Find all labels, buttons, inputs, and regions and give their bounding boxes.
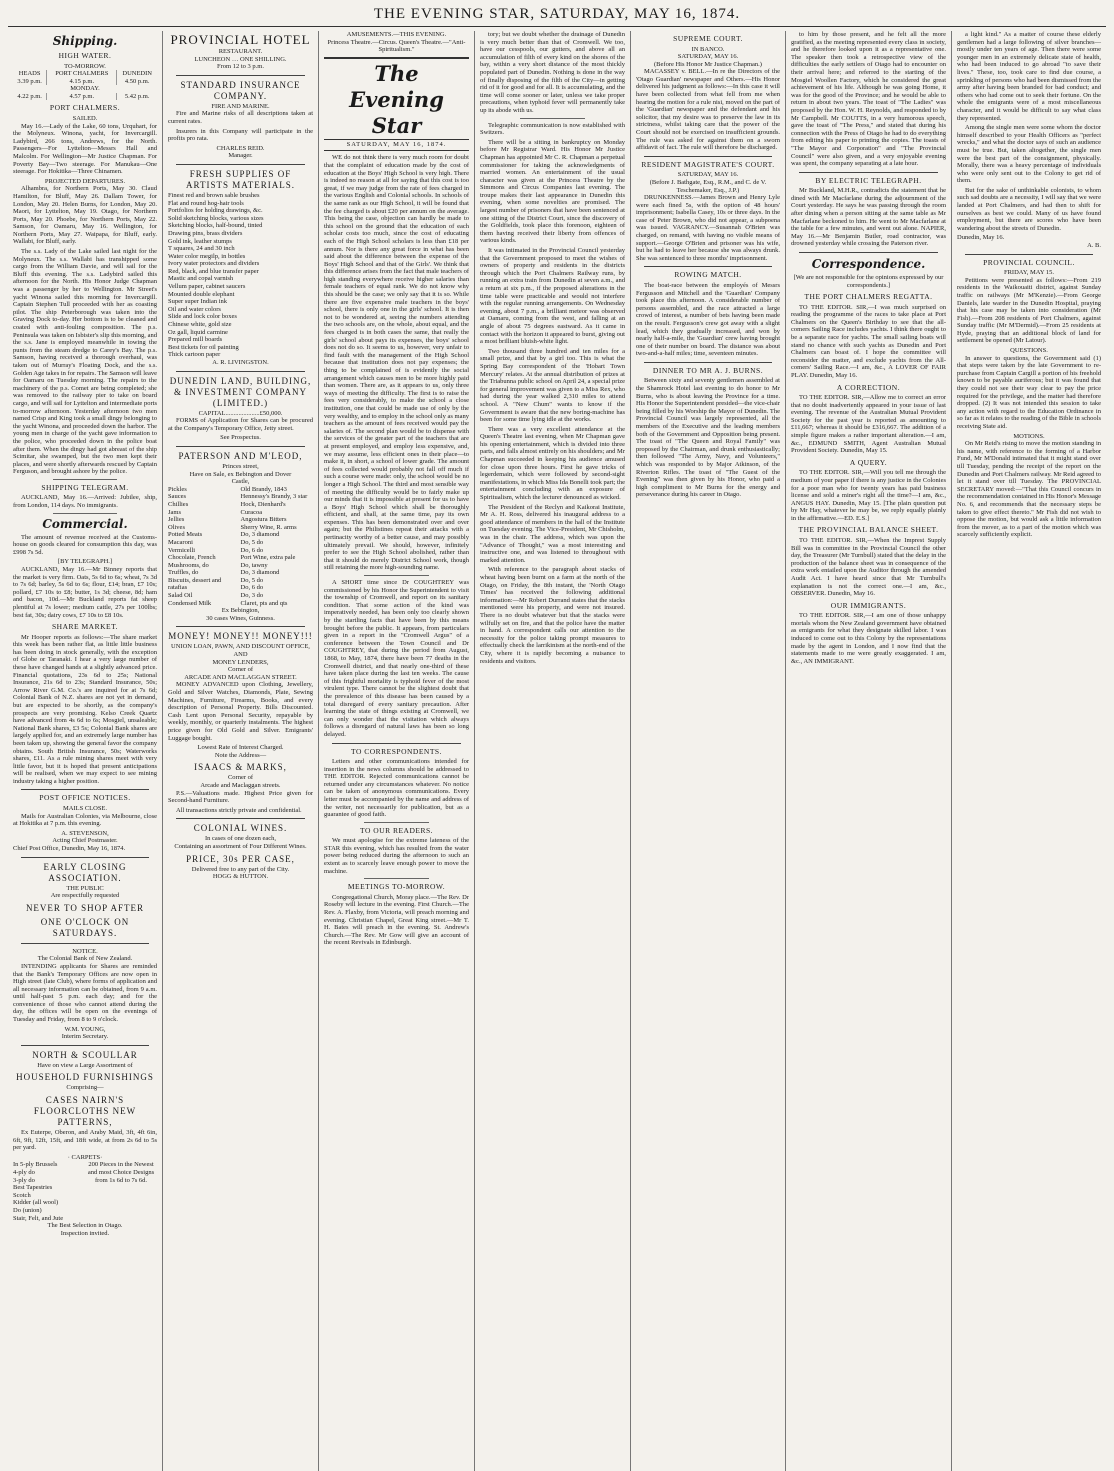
capital: CAPITAL.....................£50,000. (198, 409, 283, 417)
goods-item: Do, 6 do (240, 584, 264, 592)
dinner-text: Between sixty and seventy gentlemen assembled at the Shamrock Hotel last evening to do honor to Mr Burns, who is about leaving the Province for a time. His Honor the Superintendent presided—the vice-chair being filled by his Worship the Mayor of Dunedin. The Provincial Council was largely represented, all the members of the Executive and the leading members both of the Government and Opposition being present. The toast of "The Queen and Royal Family" was proposed by the Chairman, and drunk enthusiastically; then followed "The Army, Navy, and Volunteers," which was responded to by Major Atkinson, of the Riverton Rifles. The toast of "The Guest of the Evening" was then given by his Honor, who paid a high compliment to Mr Burns for the energy and perseverance during his career in Otago. (636, 377, 780, 499)
north-scoullar: NORTH & SCOULLAR (32, 1049, 138, 1060)
confidential-text: All transactions strictly private and confidential. (176, 806, 302, 814)
tomorrow-label: TO-MORROW. (64, 62, 106, 70)
artist-item: Vellum paper, cabinet saucers (168, 283, 246, 291)
goods-item: Old Brandy, 1843 (240, 485, 287, 493)
ex-bebington: Ex Bebington, (221, 607, 260, 615)
lowest-rate: Lowest Rate of Interest Charged. (197, 744, 284, 752)
dinner-heading: DINNER TO MR A. J. BURNS. (652, 365, 764, 375)
corner-of: Corner of (227, 774, 254, 782)
sailed-text: May 16.—Lady of the Lake, 60 tons, Urquhart, for the Molyneux. Winona, yacht, for Invercargill. Ladybird, 266 tons, Andrews, for the North. Passengers—For Lyttelton—Messrs Hall and Malcolm. For Wellington—Mr Justice Chapman. For Poverty Bay—Two steerage. For Manukau—One steerage. For Hokitika—Three Chinamen. (13, 122, 157, 176)
union-loan: UNION LOAN, PAWN, AND DISCOUNT OFFICE, (171, 643, 310, 651)
news-paragraph: There will be a sitting in bankruptcy on Monday before Mr Registrar Ward. His Honor Mr Justice Chapman has appointed Mr C. R. Chapman a perpetual commissioner for taking the acknowledgments of married women. An entertainment of the usual character was given at the Princess Theatre by the Simmons and Circus Companies last evening. The troupe makes their last appearance in Dunedin this evening, when some novelties are promised. The largest number of prisoners that have been sentenced at one sitting of the District Court, since the discovery of the Goldfields, took place this forenoon, eighteen of them having received their liberty from offences of various kinds. (480, 138, 625, 245)
artist-item: Red, black, and blue transfer paper (168, 267, 259, 275)
artists-materials-heading: FRESH SUPPLIES OF ARTISTS MATERIALS. (186, 168, 295, 190)
goods-item: Sauces (168, 493, 187, 501)
electric-text: Mr Buckland, M.H.R., contradicts the statement that he dined with Mr Macfarlane during the adjournment of the Court yesterday. He says he was passing through the room after dining when a person sitting at the same table as Mr Macfarlane beckoned to him. He went to Mr Macfarlane at the table for a few minutes, and went out alone. NAPIER, May 16.—Mr Benjamin Butler, road contractor, was drowned yesterday while crossing the Paterson river. (791, 187, 946, 248)
goods-item: Do, 6 do (240, 546, 264, 554)
arcade-label: ARCADE AND MACLAGGAN STREET. (184, 673, 297, 681)
projected-text: Alhambra, for Northern Ports, May 30. Claud Hamilton, for Bluff, May 26. Dallam Tower, for London, May 20. Helen Burns, for London, May 20. Maori, for Lyttelton, May 19. Otago, for Northern Ports, May 20. Phoebe, for Northern Ports, May 22. Samson, for Oamaru, May 16. Wellington, for Northern Ports, May 27. Waipapa, for Bluff, early. Wallabi, for Bluff, early. (13, 185, 157, 246)
comprising: Comprising— (66, 1084, 104, 1092)
never-shop: NEVER TO SHOP AFTER (25, 902, 145, 913)
artist-item: Super super Indian ink (168, 298, 228, 306)
goods-item: Port Wine, extra pale (240, 554, 296, 562)
provincial-council-heading: PROVINCIAL COUNCIL. (983, 257, 1075, 267)
high-water-heading: HIGH WATER. (58, 51, 112, 60)
column-4 (475, 31, 631, 1471)
cromwell-text: A SHORT time since Dr COUGHTREY was commissioned by his Honor the Superintendent to visit the township of Cromwell, and report on its sanitary condition. That some action of the kind was imperatively needed, has been only too clearly shown by the startling facts that have been by this means brought before the public. It appears, from particulars given in a report in the "Cromwell Argus" of a conference between the Town Council and Dr COUGHTREY, that during the period from August, 1868, to May, 1874, there have been 77 deaths in the Cromwell district, and that nearly one-third of these have taken place during the last ten weeks. The cause of this frightful mortality is typhoid fever of the most virulent type. There cannot be the slightest doubt that the prevalence of this disease has been caused by a total disregard of every sanitary precaution. After learning the state of things existing at Cromwell, we can only wonder that the visitation which always follows a disregard of natural laws has been so long delayed. (324, 579, 469, 738)
query-heading: A QUERY. (849, 457, 888, 467)
correction-heading: A CORRECTION. (836, 382, 901, 392)
note-address: Note the Address— (214, 751, 267, 759)
carpet-item: 4-ply do (13, 1169, 35, 1176)
the-public: THE PUBLIC (66, 884, 104, 892)
goods-item: Do, 5 do (240, 538, 264, 546)
goods-item: ratafias (168, 584, 188, 592)
carpet-item: Stair, Felt, and Jute (13, 1214, 64, 1222)
hotel-title: PROVINCIAL HOTEL (170, 32, 311, 47)
corner-label: Corner of (227, 666, 254, 674)
column-5 (631, 31, 786, 1471)
regatta-text: TO THE EDITOR. SIR,—I was much surprised on reading the programme of the races to take place at Port Chalmers on the Queen's Birthday to see that the all-comers Sailing Race includes yachts. I think there ought to be a separate race for yachts. The small sailing boats will stand no chance with such yachts as Dunedin and Port Chalmers can boast of. I hope the committee will reconsider the matter, and exclude yachts from the All-comers' Sailing Race.—I am, &c., A LOVER OF FAIR PLAY. Dunedin, May 16. (791, 303, 946, 379)
stevenson-role: Acting Chief Postmaster. (52, 837, 118, 845)
goods-item: Curacoa (240, 508, 263, 516)
columns (8, 31, 1106, 1471)
goods-item: Hennessy's Brandy, 3 star (240, 493, 308, 501)
news-paragraph: There was a very excellent attendance at the Queen's Theatre last evening, when Mr Chapman gave his opening entertainment, which is divided into three parts, and falls almost entirely on his shoulders; and Mr Chapman succeeded in keeping his audience amused for close upon three hours. First he gave tricks of legerdemain, which were followed by second-sight manifestations, in which Miss Ida Bonelli took part; the entertainment concluding with an exposure of Spiritualism, which the lecturer denounced as wicked. (480, 425, 625, 502)
goods-item: Condensed Milk (168, 599, 212, 607)
money-heading: MONEY! MONEY!! MONEY!!! (168, 631, 313, 642)
artist-item: Chinese white, gold size (168, 321, 232, 329)
notice-label: NOTICE. (72, 947, 98, 955)
carpets-heading: · CARPETS· (67, 1153, 103, 1161)
artist-item: Best tickets for oil painting (168, 343, 239, 351)
respectfully: Are respectfully requested (50, 892, 120, 900)
post-office-heading: POST OFFICE NOTICES. (39, 793, 131, 803)
tide-cell: 4.57 p.m. (47, 93, 117, 101)
motions-text: On Mr Reid's rising to move the motion standing in his name, with reference to the forming of a Harbor Fund, Mr M'Donald intimated that it might stand over till Tuesday, pending the receipt of the report on the Dunedin and Port Chalmers railway. Mr Reid agreed to let it stand over till Tuesday. The PROVINCIAL SECRETARY moved:—"That this Council concurs in the recommendation contained in His Honor's Message No. 6, and recommends that the necessary steps be taken to give effect thereto." Mr Fish did not wish to oppose the motion, but would ask a little information from the mover, as to a part of the motion which was scarcely sufficiently explicit. (957, 440, 1101, 539)
and-label: AND (233, 651, 248, 659)
goods-item: Sherry Wine, R. arms (240, 523, 297, 531)
goods-item: Do, 3 diamond (240, 531, 280, 539)
news-paragraph: Two thousand three hundred and ten miles for a small prize, and that by a girl too. This is what the Spring Bay correspondent of the 'Hobart Town Mercury' relates. At the annual distribution of prizes at the Triabunna public school on April 24, a special prize for general improvement was given to a Miss Rex, who had during the year walked 2,310 miles to attend school. A "New Chum" wants to know if the Government is aware that the new boring-machine has been for some time lying idle at the works. (480, 347, 625, 424)
goods-item: Vermicelli (168, 546, 196, 554)
news-paragraph: Telegraphic communication is now established with Switzers. (480, 121, 625, 137)
commercial-heading: Commercial. (42, 516, 128, 531)
cases-wines: 30 cases Wines, Guinness. (206, 614, 275, 622)
goods-item: Do, 5 do (240, 576, 264, 584)
news-paragraph: tory; but we doubt whether the drainage of Dunedin is very much better than that of Cromwell. We too, have our cesspools, our gutters, and above all an accumulation of filth of every kind on the shores of the bay, within a very short distance of the most thickly populated part of Dunedin. Nothing is done in the way of finally disposing of the filth of the City—in getting rid of it for good and for all. It is accumulating, and the time will come sooner or later, unless we take proper precautions, when typhoid fever will permanently take up its abode with us. (480, 31, 625, 114)
reid-name: CHARLES REID. (216, 144, 265, 152)
column-3 (319, 31, 475, 1471)
telegraph-text: AUCKLAND, May 16.—Mr Binney reports that the market is very firm. Oats, 5s 6d to 6s; wheat, 7s 3d to 7s 6d; barley, 5s 6d to 6s; flour, £14; bran, £7 10s; pollard, £7 10s to £8; butter, 1s 3d; cheese, 8d; ham and bacon, 10d.—Mr Buckland reports fat sheep plentiful at 7s lower; medium cattle, 27s per 100lbs; best fat, 30s; dairy cows, £7 10s to £8 10s. (13, 565, 157, 619)
court-date: SATURDAY, MAY 16. (677, 53, 739, 61)
fire-marine: FIRE AND MARINE. (211, 102, 270, 110)
goods-item: Hock, Dienhard's (240, 500, 286, 508)
rm-text: DRUNKENNESS.—James Brown and Henry Lyle were each fined 5s, with the option of 48 hours' imprisonment; Isabella Casey, 10s or three days. In the case of Peter Brown, who did not appear, a subpoena was issued. VAGRANCY.—Susannah O'Brien was charged, on remand, with having no visible means of support.—George O'Brien and prisoner was his wife, but he had to leave her because she was always drunk. She was sentenced to three months' imprisonment. (636, 194, 780, 262)
immigrants-continued: But for the sake of unthinkable colonists, to whom such sad doubts are a necessity, I will say that we were landed at Port Chalmers, and had then to shift for ourselves as best we could. Many of us have found employment, but there are scores who have been wandering about the streets of Dunedin. (957, 186, 1101, 232)
shipping-telegram-heading: SHIPPING TELEGRAM. (41, 482, 129, 492)
tide-cell: 4.15 p.m. (47, 78, 117, 86)
artist-item: Ivory water protectors and dividers (168, 260, 260, 268)
page-masthead: THE EVENING STAR, SATURDAY, MAY 16, 1874. (8, 6, 1106, 27)
goods-item: Mushrooms, do (168, 561, 209, 569)
correspondents-heading: TO CORRESPONDENTS. (351, 746, 442, 756)
artist-item: T squares, 24 and 30 inch (168, 245, 235, 253)
wine-price: PRICE, 30s PER CASE, (186, 853, 295, 864)
correspondence-heading: Correspondence. (811, 256, 926, 271)
motions-heading: MOTIONS. (1013, 432, 1045, 440)
immigrants-continued: a light kind." As a matter of course these elderly gentlemen had a large following of silver branches—mostly under ten years of age. Then there were some younger men in an extremely delicate state of health, who had been induced to go abroad "to save their lives." These, too, took care to find due course, a sprinkling of persons who had been dismissed from the army after having been branded for bad conduct; and others who had come out to seek their fortune. On the whole the emigrants were of a most miscellaneous character, and it would be difficult to say what class they represented. (957, 31, 1101, 122)
inspection: Inspection invited. (60, 1229, 110, 1237)
goods-item: Pickles (168, 485, 187, 493)
tide-header-port: PORT CHALMERS (47, 70, 117, 78)
share-market-text: Mr Hooper reports as follows:—The share market this week has been rather flat, as little little business has been doing in stock generally, with the exception of Globe or Taranaki. I hear a very large number of these have changed hands at a slightly advanced price. Financial quotations, 23s 6d to 25s; National Insurance, 21s 6d to 23s; Standard Insurance, 50s; Arrow River G.M. Co.'s are inquired for at 7s 6d; Colonial Bank of N.Z. shares are not yet in demand, but are expected to be shortly, as the company's prospects are very promising. Kelso Creek Quartz have advanced from 4s 6d to 6s; Mosgiel, unsaleable; National Bank shares, £3 5s; Colonial Bank shares are largely applied for, and an extremely large number has been taken up, showing the general favor the company obtains. South British Insurance, 50s; Waterworks shares, £11. As a rule mining shares meet with very little favor, but it is hoped that present anticipations will be realised, when we may expect to see mining industry taking a higher position. (13, 633, 157, 785)
court-text: MACASSEY v. BELL.—In re the Directors of the 'Otago Guardian' newspaper and Others.—His Honor delivered his judgment as follows:—In this case it will have been collected from what fell from me when hearing the motion for a rule nisi, moved on the part of the 'Guardian' newspaper and the defendant and his solicitor, that my desire was to preserve the law in its strictness, whilst taking care that the power of the Court should not be exercised on insufficient grounds. The rule was asked for against them on a sworn affidavit of fact. The rule will therefore be discharged. (636, 68, 780, 152)
rm-before: (Before J. Bathgate, Esq., R.M., and C. de V. Teschemaker, Esq., J.P.) (649, 178, 767, 194)
tide-header-heads: HEADS (13, 70, 47, 78)
interim-role: Interim Secretary. (61, 1033, 109, 1041)
artist-item: Oil and water colors (168, 305, 221, 313)
goods-item: Chillies (168, 500, 189, 508)
tide-cell: 4.22 p.m. (13, 93, 47, 101)
query-text: TO THE EDITOR. SIR,—Will you tell me through the medium of your paper if there is any justice in the Colonies for a poor man who for twenty years has paid business license and sold a miner's right all the time?—I am, &c., ANGUS HAY. Dunedin, May 15. [The plain question put by Mr Hay, whatever he may be, we reply equally plainly in the affirmative.—ED. E.S.] (791, 469, 946, 522)
artist-item: Slide and lock color boxes (168, 313, 237, 321)
artist-item: Thick cartoon paper (168, 351, 221, 359)
commercial-text: The amount of revenue received at the Customs-house on goods cleared for consumption this day, was £998 7s 5d. (13, 533, 157, 556)
artist-item: Mounted double elephant (168, 290, 235, 298)
column-6 (786, 31, 952, 1471)
rowing-text: The boat-race between the employés of Messrs Fergusson and Mitchell and the 'Guardian' Company took place this afternoon. A considerable number of persons assembled, and the race attracted a large crowd of interest, a number of bets having been made on the result. Fergusson's crew got away with a slight lead, which they gradually increased, and won by nearly half-a-mile, the 'Guardian' crew having brought one of their number on board. The distance was about two-and-a-half miles; time, seventeen minutes. (636, 281, 780, 358)
goods-item: Potted Meats (168, 531, 203, 539)
correspondents-text: Letters and other communications intended for insertion in the news columns should be addressed to THE EDITOR. Rejected communications cannot be returned under any circumstances whatever. No notice can be taken of anonymous communications. Every letter must be accompanied by the name and address of the writer, not necessarily for publication, but as a guarantee of good faith. (324, 758, 469, 819)
luncheon: LUNCHEON … ONE SHILLING. (194, 55, 287, 63)
news-paragraph: The President of the Reclyn and Kaikorai Institute, Mr A. H. Ross, delivered his inaugural address to a good attendance of members in the hall of the Institute on Tuesday evening. The Vice-President, Mr Chisholm, was in the chair. The address, which was upon the "Advance of Thought," was a most interesting and instructive one, and was listened to throughout with marked attention. (480, 503, 625, 564)
dunedin-land-heading: DUNEDIN LAND, BUILDING, & INVESTMENT COMPANY (LIMITED.) (169, 375, 312, 408)
meetings-heading: MEETINGS TO-MORROW. (347, 882, 446, 892)
bank-text: INTENDING applicants for Shares are reminded that the Bank's Temporary Offices are now open in High street (late Club), where forms of application and all necessary information can be obtained, from 9 a.m. until half-past 5 p.m. each day; and for the convenience of those who cannot attend during the day, the offices will be open on the evenings of Tuesday and Friday, from 8 to 9 o'clock. (13, 962, 157, 1024)
letter-date: Dunedin, May 16. (957, 234, 1005, 242)
fire-text: Fire and Marine risks of all descriptions taken at current rates. (168, 110, 313, 125)
po-date: Chief Post Office, Dunedin, May 16, 1874. (13, 844, 126, 852)
containing: Containing an assortment of Four Different Wines. (174, 842, 307, 850)
goods-item: Truffles, do (168, 569, 199, 577)
carpet-block (13, 1161, 157, 1222)
euterpe-text: Ex Euterpe, Oberon, and Araby Maid, 3ft, 4ft 6in, 6ft, 9ft, 12ft, 15ft, and 18ft wide, at from 2s 6d to 5s per yard. (13, 1129, 157, 1152)
court-before: (Before His Honor Mr Justice Chapman.) (654, 60, 762, 68)
one-oclock: ONE O'CLOCK ON SATURDAYS. (40, 916, 130, 938)
dinner-continued: to him by those present, and he felt all the more gratified, as the meeting represented every class in society, and he therefore looked upon it as a representative one. The speaker then took a retrospective view of the difficulties the early settlers of Otago had to encounter on their arrival here; and referred to the starting of the Mosgiel Woollen Factory, which he considered the great achievement of his life. Although he was going Home, it was for the good of the Province; and he would be able to return in about two years. The toast of "The Ladies" was proposed by the Hon. W. H. Reynolds, and responded to by Mr Campbell. Mr COUTTS, in a very humorous speech, gave the toast of "The Press," and stated that during his connection with the Press of Otago he had to do everything from editing his paper to printing the copies. The toasts of "The Mayor and Corporation" and "The Provincial Council" were also given, and a very enjoyable evening was spent, the company separating at a late hour. (791, 31, 946, 168)
young-name: W.M. YOUNG, (64, 1025, 106, 1033)
ps-text: P.S.—Valuations made. Highest Price given for Second-hand Furniture. (168, 789, 313, 805)
artist-item: Drawing pins, brass dividers (168, 229, 243, 237)
monday-label: MONDAY. (70, 85, 100, 93)
questions-text: In answer to questions, the Government said (1) that steps were taken by the late Government to re-purchase from Captain Cargill a portion of his freehold known to be payable auriferous; but it was found that they could not see their way clear to pay the price required for the privilege, and the matter had therefore dropped. (2) It was not intended this session to take any action with regard to the Education Ordinance in so far as it relates to the reading of the Bible in schools receiving State aid. (957, 354, 1101, 430)
editorial-masthead (324, 57, 469, 152)
rowing-heading: ROWING MATCH. (674, 270, 742, 280)
shipping-heading: Shipping. (52, 34, 118, 48)
artist-item: Gold ink, leather stumps (168, 237, 232, 245)
carpet-item: 3-ply do (13, 1176, 35, 1184)
meetings-text: Congregational Church, Moray place.—The Rev. Dr Roseby will lecture in the evening. First Church.—The Rev. A. Flaxby, from Victoria, will preach morning and evening. Christian Chapel, Great King street.—Mr T. H. Bates will preach in the evening. St. Andrew's Church.—The Rev. Mr Gow will give an account of the recent Revivals in Edinburgh. (324, 893, 469, 947)
column-7 (952, 31, 1106, 1471)
mails-text: Mails for Australian Colonies, via Melbourne, close at Hokitika at 7 p.m. this evening. (13, 812, 157, 828)
forms-text: FORMS of Application for Shares can be procured at the Company's Temporary Office, Jetty street. (168, 417, 313, 432)
goods-item: Jellies (168, 516, 185, 524)
artist-item: Flat and round hog-hair tools (168, 199, 244, 207)
immigrants-continued: Among the single men were some whom the doctor himself described to your Health Officers as "perfect wrecks," and what the doctor says of such an audience must be true. But, taken altogether, the single men were the best part of the consignment, physically. Morally, there was a heavy percentage of individuals who were only sent out to the Colony to get rid of them. (957, 124, 1101, 185)
artist-item: Water color megilp, in bottles (168, 252, 246, 260)
column-1 (8, 31, 163, 1471)
hotel-heading (168, 34, 313, 47)
goods-left (168, 486, 241, 608)
goods-item: Salad Oil (168, 592, 193, 600)
electric-telegraph-heading: BY ELECTRIC TELEGRAPH. (815, 175, 922, 185)
tide-table (13, 70, 157, 100)
correction-text: TO THE EDITOR. SIR,—Allow me to correct an error that no doubt inadvertently appeared in your issue of last evening. The revenue of the Australian Mutual Provident Society for the past year is reported as amounting to £11,667; whereas it should be £316,667. The addition of a simple figure makes a rather important alteration.—I am, &c., EDMUND SMITH, Agent Australian Mutual Provident Society. Dunedin, May 15. (791, 394, 946, 455)
goods-item: Do, tawny (240, 561, 268, 569)
goods-item: Claret, pts and qts (240, 599, 288, 607)
artist-item: Prepared mill boards (168, 336, 223, 344)
pc-date: FRIDAY, MAY 15. (1003, 269, 1055, 277)
carpet-item: Kidder (all wool) (13, 1199, 59, 1207)
letter-signature: A. B. (1087, 242, 1101, 250)
editorial-text: WE do not think there is very much room for doubt that the complaint of education made by the cost of education at the Boys' High School is very high. There is indeed no reason at all for saying that this cost is too great, if we may judge from the rate of fees charged in the various English and Colonial schools. In schools of the same rank as our High School, it will be found that the fee charged is about £20 per annum on the average. This being the case, objection can hardly be made to this school on the ground that the education of each scholar costs too much, since the cost of educating each of the High School scholars is less than £18 per annum. Nor is there any great force in what has been said about the difference between the expense of the Boys' High School and that of the Girls'. We think that this difference arises from the fact that male teachers of high standing everywhere receive higher salaries than female teachers of equal rank. We do not know why this should be the case; we only say that it is so. While there are five expensive male teachers in the boys' school, there is only one in the girls' school. It is then not to be wondered at, seeing the numbers attending the two schools are, on the whole, about equal, and the fees charged is in both cases the same, that really the girls' school about pays its expenses, the boys' school does not do so. It seems to us, however, very unfair to find fault with the management of the High School because that institution does not pay expenses; the thing to be complained of is evidently the social arrangement which causes men to be more highly paid than women. There are, as it appears to us, only three ways of meeting the difficulty. The first is to raise the fees very considerably, to make the school a close institution, one that could be made use of only by the very wealthy, and to employ in the school only as many teachers as the amount of fees received would pay the salaries of. The second plan would be to dispense with the services of the greater part of the teachers that are at present employed, and employ less expensive, and, we may assume, less efficient ones in their place—to make it, in short, a school of lower grade. The amount of fees collected would probably not fall off much if such a course were made: only, the school would be no longer a High School. The third and most sensible way of meeting the difficulty would be to fairly make up our minds that it is impossible at present for us to have a Boys' High School which shall be thoroughly efficient, and shall, at the same time, pay its own expenses. This has been demonstrated over and over again; but the Philistines repeat their attacks with a pertinacity worthy of a better cause, and may possibly ultimately prevail. We should, however, infinitely prefer to see the High School abolished, rather than that it should do merely District School work, though still retaining the more high-sounding name. (324, 154, 469, 572)
goods-item: Biscuits, dessert and (168, 576, 222, 584)
balance-sheet-text: TO THE EDITOR. SIR,—When the Imprest Supply Bill was in committee in the Provincial Council the other day, the Treasurer (Mr Turnbull) stated that the delay in the production of the balance sheet was in consequence of the extra work entailed upon the Auditor through the amended Audit Act. I have heard since that Mr Turnbull's explanation is not the correct one.—I am, &c., OBSERVER. Dunedin, May 16. (791, 536, 946, 598)
hogg-hutton: HOGG & HUTTON. (212, 873, 269, 881)
delivered: Delivered free to any part of the City. (191, 865, 290, 873)
have-on-view: Have on view a Large Assortment of (37, 1061, 133, 1069)
questions-heading: QUESTIONS. (1010, 347, 1048, 355)
see-prospectus: See Prospectus. (220, 434, 261, 442)
artist-item: Oz gall, liquid carmine (168, 328, 228, 336)
insurers-text: Insurers in this Company will participate in the profits pro rata. (168, 127, 313, 143)
castle: Castle, (231, 478, 250, 486)
correspondence-disclaimer: [We are not responsible for the opinions expressed by our correspondents.] (793, 273, 944, 289)
tide-cell: 5.42 p.m. (124, 92, 150, 100)
shipping-telegram-text: AUCKLAND, May 16.—Arrived: Jubilee, ship, from London, 114 days. No immigrants. (13, 494, 157, 509)
artists-list (168, 192, 313, 359)
goods-item: Do, 3 diamond (240, 569, 280, 577)
pc-text: Petitions were presented as follows:—From 219 residents in the Waikouaiti district, against Sunday traffic on railways (Mr M'Kenzie).—From George Daniels, late warder in the Dunedin Hospital, praying that his case may be taken into consideration (Mr Fish).—From 208 residents of Port Chalmers, against Sunday traffic (Mr M'Dermid).—From 25 residents at Hyde, praying that an additional block of land for settlement be opened (Mr Latour). (957, 276, 1101, 345)
early-closing-heading: EARLY CLOSING ASSOCIATION. (43, 861, 127, 883)
money-lenders: MONEY LENDERS, (212, 658, 269, 666)
carpet-item: Scotch (13, 1191, 31, 1199)
goods-item: Macaroni (168, 538, 193, 546)
arcade-street: Arcade and Maclaggan streets. (200, 781, 281, 789)
artist-item: Solid sketching blocks, various sizes (168, 214, 264, 222)
supreme-court-heading: SUPREME COURT. (673, 34, 743, 43)
carpet-item: In 5-ply Brussels (13, 1161, 58, 1169)
share-market-heading: SHARE MARKET. (52, 622, 118, 632)
tide-cell: 4.50 p.m. (124, 77, 150, 85)
floorcloths-heading: CASES NAIRN'S FLOORCLOTHS NEW PATTERNS, (33, 1095, 137, 1128)
news-paragraph: It was intimated in the Provincial Council yesterday that the Government proposed to meet the wishes of owners of property and residents in the districts through which the Port Chalmers Railway runs, by running an extra train from Dunedin at seven a.m., and a return at six p.m., if the proposed alterations in the time table were practicable and would not interfere with the regular running arrangements. On Wednesday evening, about 7 p.m., a brilliant meteor was observed at Oamaru, coming from the west, and falling at an angle of about 75 degrees eastward. As it came in contact with the horizon it appeared to burst, giving out a most brilliant bluish-white light. (480, 247, 625, 346)
news-paragraph: With reference to the paragraph about stacks of wheat having been burnt on a farm at the north of the Otago, on Friday, the 8th instant, the 'North Otago Times' has received the following additional information:—Mr Robert Durrand states that the stacks mentioned were his property, and were not insured. There is no doubt whatever but that the stacks were wilfully set on fire, and that the police have the matter in hand. A correspondent calls our attention to the necessity for the police taking prompt measures to effectually check the larrikinism at the north-end of the City, where it is rapidly becoming a nuisance to residents and visitors. (480, 566, 625, 665)
goods-item: Do, 3 do (240, 592, 264, 600)
isaacs-marks: ISAACS & MARKS, (194, 762, 287, 773)
artist-item: Sketching blocks, half-bound, tinted (168, 222, 263, 230)
standard-insurance-heading: STANDARD INSURANCE COMPANY. (180, 79, 301, 101)
goods-table (168, 486, 313, 608)
have-on-sale: Have on Sale, ex Bebington and Dover (189, 470, 292, 478)
projected-label: PROJECTED DEPARTURES. (44, 177, 126, 185)
princes-street: Princes street, (222, 462, 259, 470)
household-heading: HOUSEHOLD FURNISHINGS (16, 1072, 154, 1083)
sailed-label: SAILED. (72, 114, 98, 122)
rm-court-heading: RESIDENT MAGISTRATE'S COURT. (641, 159, 775, 169)
carpet-item: Best Tapestries (13, 1184, 53, 1192)
balance-sheet-heading: THE PROVINCIAL BALANCE SHEET. (798, 525, 939, 535)
artist-item: Finest red and brown sable brushes (168, 191, 260, 199)
masthead-date: SATURDAY, MAY 16, 1874. (324, 139, 469, 149)
carpet-item: Do (union) (13, 1206, 42, 1214)
best-selection: The Best Selection in Otago. (47, 1222, 123, 1230)
restaurant: RESTAURANT. (218, 48, 263, 55)
goods-item: Chocolate, French (168, 554, 216, 562)
paterson-heading: PATERSON AND M'LEOD, (178, 450, 303, 461)
colonial-wines-heading: COLONIAL WINES. (193, 823, 288, 834)
artist-item: Portfolios for holding drawings, &c. (168, 207, 263, 215)
masthead-title: The Evening Star (349, 60, 444, 138)
immigrants-text: TO THE EDITOR. SIR,—I am one of those unhappy mortals whom the New Zealand government have obtained as emigrants for what they designate skilled labor. I was induced to come out to this Colony by the representations made by the agent in London, and I now find that the statements made to me were greatly exaggerated. I am, &c., AN IMMIGRANT. (791, 612, 946, 665)
goods-right (241, 486, 314, 608)
mails-close-label: MAILS CLOSE. (62, 804, 108, 812)
amusements-heading: AMUSEMENTS.—THIS EVENING. (346, 31, 447, 38)
tide-cell: 3.39 p.m. (13, 78, 47, 86)
port-chalmers-heading: PORT CHALMERS. (49, 103, 121, 113)
immigrants-heading: OUR IMMIGRANTS. (830, 600, 907, 610)
by-telegraph-label: [BY TELEGRAPH.] (57, 558, 113, 566)
shipping-news: The s.s. Lady of the Lake sailed last night for the Molyneux. The s.s. Wallabi has transhipped some cargo from the William Davie, and will sail for the Bluff this evening. The s.s. Ladybird sailed this afternoon for the North. His Honor Judge Chapman was a passenger by her to Wellington. Mr Street's yacht Winona sailed this morning for Invercargill. Captain Stephen Tull proceeded with her as coasting pilot. The ship Peterborough was taken into the Graving Dock to-day. Her bottom is to be cleaned and coated with anti-fouling composition. The p.s. Peninsula was taken on Isbister's slip this morning, and the s.s. Jane is employed meanwhile in towing the punts from the steam dredge to Carey's Bay. The p.s. Samson, having received a thorough overhaul, was taken out of Murray's Floating Dock, and the s.s. Golden Age takes in for repairs. The Samson will leave for Oamaru on Tuesday morning. The repairs to the machinery of the p.s. Comet are being completed; she was removed to the railway pier to take on board cargo, and will sail for Lyttelton and intermediate ports to-morrow afternoon. Yesterday afternoon two men named Crisp and King took a small dingy belonging to the yacht Winona, and proceeded down the harbor. The young men in charge of the yacht gave information to the police, who proceeded down in the police boat after them. When the dingy had got abreast of the ship Scimitar, she swamped, but the two men kept their places, and were shortly afterwards rescued by Captain Ferguson, and brought ashore by the police. (13, 248, 157, 476)
readers-text: We must apologise for the extreme lateness of the STAR this evening, which has resulted from the water power being reduced during the afternoon to such an extent as to scarcely leave enough power to move the machine. (324, 837, 469, 875)
artist-item: Mastic and copal varnish (168, 275, 234, 283)
goods-item: Angostura Bitters (240, 516, 287, 524)
in-cases: In cases of one dozen each, (204, 835, 277, 843)
bank-title: The Colonial Bank of New Zealand. (37, 955, 133, 963)
regatta-heading: THE PORT CHALMERS REGATTA. (804, 292, 933, 302)
column-2 (163, 31, 319, 1471)
tide-header-dunedin: DUNEDIN (122, 70, 152, 78)
goods-item: Jams (168, 508, 181, 516)
reid-role: Manager. (228, 152, 253, 160)
rm-date: SATURDAY, MAY 16. (677, 171, 739, 179)
money-text: MONEY ADVANCED upon Clothing, Jewellery, Gold and Silver Watches, Diamonds, Plate, Sewing Machines, Furniture, Firearms, Books, and every description of Personal Property. Bills Discounted. Cash Lent upon Personal Security, repayable by weekly, monthly, or quarterly instalments. The highest price given for Old Gold and Silver. Emigrants' Luggage bought. (168, 681, 313, 742)
goods-item: Olives (168, 523, 185, 531)
luncheon-hours: From 12 to 3 p.m. (217, 63, 264, 71)
livingston-name: A. R. LIVINGSTON. (212, 359, 269, 366)
readers-heading: TO OUR READERS. (360, 825, 433, 835)
carpet-note: 200 Pieces in the Newest and most Choice Designs from 1s 6d to 7s 6d. (87, 1161, 155, 1184)
in-banco: IN BANCO. (691, 45, 725, 53)
amusements-text: Princess Theatre.—Circus. Queen's Theatre.—"Anti-Spiritualism." (327, 38, 466, 54)
carpet-list (13, 1161, 85, 1222)
stevenson-name: A. STEVENSON, (61, 829, 109, 837)
